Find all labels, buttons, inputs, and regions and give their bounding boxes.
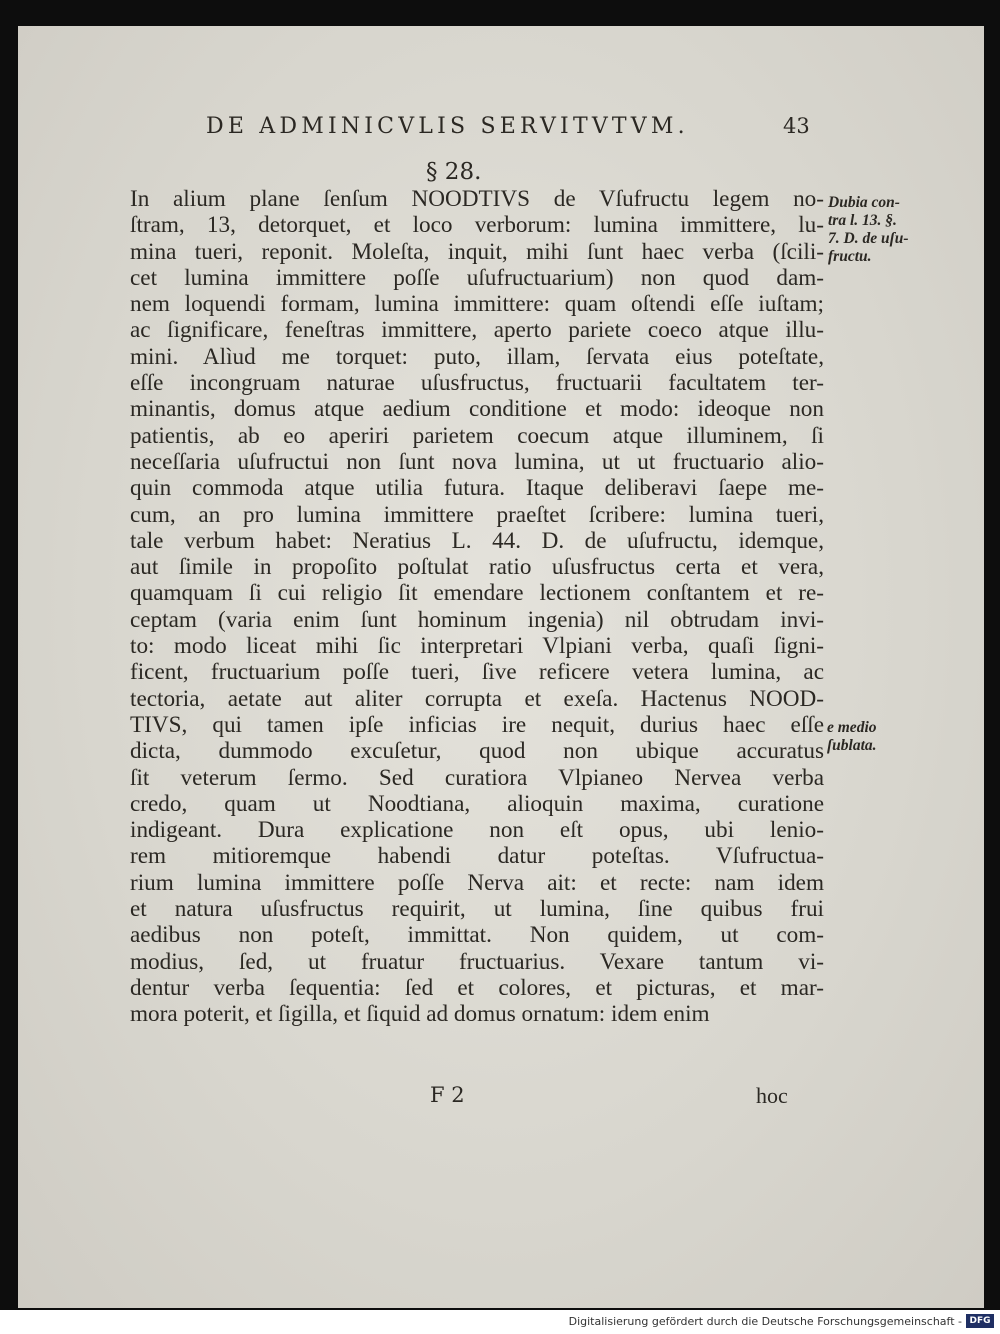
margin-note-line: tra l. 13. §. — [828, 212, 897, 229]
text-line: quin commoda atque utilia futura. Itaque deliberavi ſaepe me- — [130, 475, 824, 502]
text-line: to: modo liceat mihi ſic interpretari Vlpiani verba, quaſi ſigni- — [130, 633, 824, 660]
dfg-logo: DFG — [966, 1314, 994, 1328]
text-line: et natura uſusfructus requirit, ut lumina, ſine quibus frui — [130, 896, 824, 923]
text-line: quamquam ſi cui religio ſit emendare lectionem conſtantem et re- — [130, 580, 824, 607]
text-line: cet lumina immittere poſſe uſufructuarium) non quod dam- — [130, 264, 824, 291]
page-number: 43 — [783, 114, 810, 138]
text-line: eſſe incongruam naturae uſusfructus, fructuarii facultatem ter- — [130, 370, 824, 397]
section-heading: § 28. — [426, 159, 482, 185]
margin-note-dubia — [828, 194, 938, 266]
text-line: dicta, dummodo excuſetur, quod non ubique accuratus — [130, 738, 824, 765]
margin-note-line: Dubia con- — [828, 194, 900, 211]
digitization-footer — [0, 1310, 1000, 1334]
text-line: ſtram, 13, detorquet, et loco verborum: lumina immittere, lu- — [130, 212, 824, 239]
text-line: dentur verba ſequentia: ſed et colores, et picturas, et mar- — [130, 974, 824, 1001]
text-line: patientis, ab eo aperiri parietem coecum atque illuminem, ſi — [130, 422, 824, 449]
text-line: tale verbum habet: Neratius L. 44. D. de uſufructu, idemque, — [130, 527, 824, 554]
text-line: ficent, fructuarium poſſe tueri, ſive reficere vetera lumina, ac — [130, 659, 824, 686]
text-line: rem mitioremque habendi datur poteſtas. Vſufructua- — [130, 843, 824, 870]
text-line: minantis, domus atque aedium conditione et modo: ideoque non — [130, 396, 824, 423]
text-line: aedibus non poteſt, immittat. Non quidem, ut com- — [130, 922, 824, 949]
text-line: neceſſaria uſufructui non ſunt nova lumina, ut ut fructuario alio- — [130, 448, 824, 475]
text-line: tectoria, aetate aut aliter corrupta et exeſa. Hactenus NOOD- — [130, 685, 824, 712]
footer-credit: Digitalisierung gefördert durch die Deutsche Forschungsgemeinschaft - — [568, 1315, 962, 1328]
text-line: modius, ſed, ut fruatur fructuarius. Vexare tantum vi- — [130, 948, 824, 975]
text-line: ſit veterum ſermo. Sed curatiora Vlpianeo Nervea verba — [130, 764, 824, 791]
text-line: ceptam (varia enim ſunt hominum ingenia) nil obtrudam invi- — [130, 606, 824, 633]
margin-note-line: 7. D. de uſu- — [828, 230, 909, 247]
body-text — [130, 186, 824, 1028]
text-line: credo, quam ut Noodtiana, alioquin maxima, curatione — [130, 790, 824, 817]
text-line: mina tueri, reponit. Moleſta, inquit, mihi ſunt haec verba (ſcili- — [130, 238, 824, 265]
text-line: cum, an pro lumina immittere praeſtet ſcribere: lumina tueri, — [130, 501, 824, 528]
text-line: rium lumina immittere poſſe Nerva ait: et recte: nam idem — [130, 869, 824, 896]
text-line: TIVS, qui tamen ipſe inficias ire nequit, durius haec eſſe — [130, 711, 824, 738]
book-page — [18, 26, 984, 1308]
text-line: mora poterit, et ſigilla, et ſiquid ad domus ornatum: idem enim — [130, 1001, 710, 1028]
catchword: hoc — [756, 1083, 788, 1108]
text-line: ac ſignificare, feneſtras immittere, aperto pariete coeco atque illu- — [130, 317, 824, 344]
text-line: indigeant. Dura explicatione non eſt opus, ubi lenio- — [130, 817, 824, 844]
running-head: DE ADMINICVLIS SERVITVTVM. — [206, 114, 689, 139]
signature-mark: F 2 — [430, 1083, 465, 1107]
margin-note-line: fructu. — [828, 248, 872, 265]
text-line: aut ſimile in propoſito poſtulat ratio uſusfructus certa et vera, — [130, 554, 824, 581]
text-line: nem loquendi formam, lumina immittere: quam oſtendi eſſe iuſtam; — [130, 291, 824, 318]
margin-note-line: e medio — [827, 719, 877, 736]
text-line: In alium plane ſenſum NOODTIVS de Vſufructu legem no- — [130, 186, 824, 212]
text-line: mini. Alìud me torquet: puto, illam, ſervata eius poteſtate, — [130, 343, 824, 370]
margin-note-e-medio — [827, 719, 937, 755]
margin-note-line: ſublata. — [827, 737, 877, 754]
